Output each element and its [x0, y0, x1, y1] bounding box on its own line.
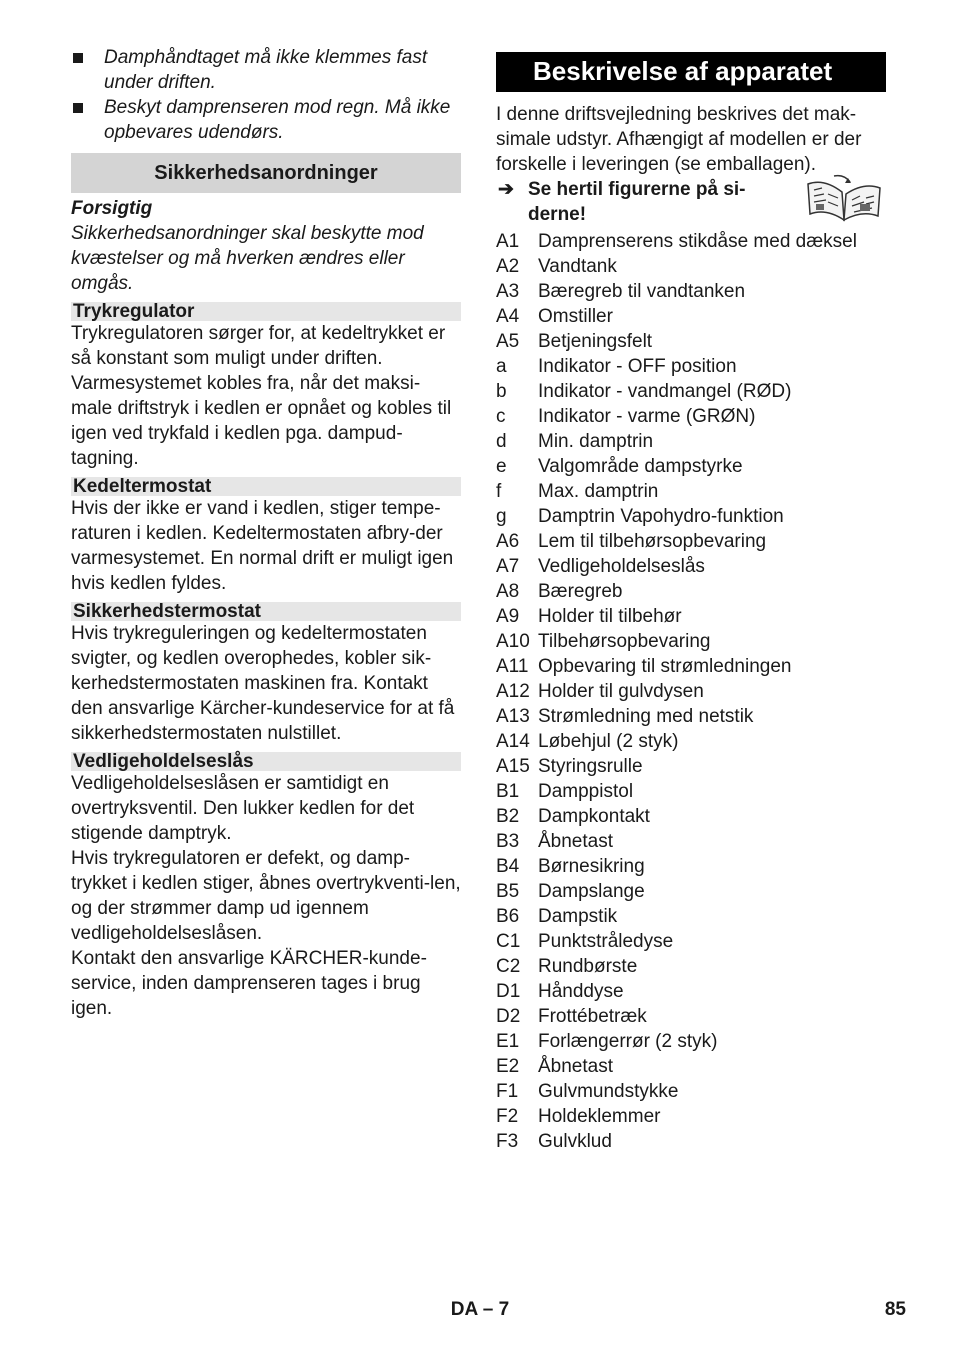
list-item	[496, 529, 886, 554]
item-text: Lem til tilbehørsopbevaring	[538, 531, 767, 552]
list-item	[496, 904, 886, 929]
item-code: A13	[496, 706, 530, 727]
list-item	[496, 229, 886, 254]
list-item	[496, 1104, 886, 1129]
book-icon	[804, 174, 884, 222]
item-text: Min. damptrin	[538, 431, 654, 452]
item-code: a	[496, 356, 507, 377]
item-code: A12	[496, 681, 530, 702]
footer-page-number: 85	[884, 1299, 906, 1320]
item-code: A9	[496, 606, 520, 627]
item-text: Damppistol	[538, 781, 634, 802]
list-item	[496, 1079, 886, 1104]
item-text: Valgområde dampstyrke	[538, 456, 743, 477]
list-item	[496, 929, 886, 954]
paragraph: Kontakt den ansvarlige KÄRCHER-kunde-service, inden damprenseren tages i brug igen.	[71, 948, 427, 1019]
item-text: Max. damptrin	[538, 481, 659, 502]
list-item	[496, 604, 886, 629]
item-text: Strømledning med netstik	[538, 706, 754, 727]
item-text: Omstiller	[538, 306, 613, 327]
item-text: Bæregreb	[538, 581, 623, 602]
item-code: d	[496, 431, 507, 452]
main-heading: Beskrivelse af apparatet	[496, 52, 886, 92]
section-title: Sikkerhedsanordninger	[71, 153, 461, 193]
item-text: Holder til tilbehør	[538, 606, 682, 627]
list-item	[496, 1029, 886, 1054]
paragraph: Hvis trykreguleringen og kedeltermostaten svigter, og kedlen overophedes, kobler sik-kerhedstermostaten maskinen fra. Kontakt den ansvarlige Kärcher-kundeservice for at få sikkerhedstermostaten nulstillet.	[71, 623, 455, 744]
right-column	[496, 52, 886, 1154]
item-code: A3	[496, 281, 520, 302]
list-item	[496, 1129, 886, 1154]
item-code: e	[496, 456, 507, 477]
list-item	[496, 254, 886, 279]
item-code: A1	[496, 231, 520, 252]
subsection-title-trykregulator: Trykregulator	[71, 302, 461, 321]
square-bullet-icon	[73, 103, 83, 113]
square-bullet-icon	[73, 53, 83, 63]
component-list	[496, 229, 886, 1154]
item-text: Åbnetast	[538, 1056, 613, 1077]
item-code: B1	[496, 781, 520, 802]
item-text: Vedligeholdelseslås	[538, 556, 705, 577]
list-item	[496, 979, 886, 1004]
item-text: Løbehjul (2 styk)	[538, 731, 679, 752]
paragraph: Trykregulatoren sørger for, at kedeltrykket er så konstant som muligt under driften. Varmesystemet kobles fra, når det maksi-male driftstryk i kedlen er opnået og kobles til igen ved trykfald i kedlen pga. dampud-tagning.	[71, 323, 452, 469]
item-text: Gulvklud	[538, 1131, 612, 1152]
item-code: D1	[496, 981, 521, 1002]
list-item	[496, 379, 886, 404]
item-code: D2	[496, 1006, 521, 1027]
list-item	[496, 504, 886, 529]
paragraph: Vedligeholdelseslåsen er samtidigt en overtryksventil. Den lukker kedlen for det stigende damptryk.	[71, 773, 415, 844]
item-code: F2	[496, 1106, 519, 1127]
list-item	[496, 1054, 886, 1079]
list-item	[496, 479, 886, 504]
list-item	[496, 754, 886, 779]
bullet-item	[71, 45, 461, 95]
item-code: A15	[496, 756, 530, 777]
list-item	[496, 354, 886, 379]
item-code: A6	[496, 531, 520, 552]
paragraph: Hvis trykregulatoren er defekt, og damp-trykket i kedlen stiger, åbnes overtrykventi-len, og der strømmer damp ud igennem vedligeholdelseslåsen.	[71, 848, 461, 944]
item-text: Dampkontakt	[538, 806, 650, 827]
item-text: Vandtank	[538, 256, 617, 277]
item-code: A10	[496, 631, 530, 652]
item-code: A2	[496, 256, 520, 277]
item-text: Børnesikring	[538, 856, 645, 877]
list-item	[496, 654, 886, 679]
item-code: C2	[496, 956, 521, 977]
list-item	[496, 854, 886, 879]
item-text: Punktstråledyse	[538, 931, 674, 952]
list-item	[496, 304, 886, 329]
list-item	[496, 729, 886, 754]
item-text: Åbnetast	[538, 831, 613, 852]
item-text: Betjeningsfelt	[538, 331, 653, 352]
list-item	[496, 554, 886, 579]
item-text: Opbevaring til strømledningen	[538, 656, 792, 677]
list-item	[496, 429, 886, 454]
item-text: Indikator - OFF position	[538, 356, 737, 377]
item-code: E1	[496, 1031, 520, 1052]
item-code: B5	[496, 881, 520, 902]
list-item	[496, 329, 886, 354]
item-text: Tilbehørsopbevaring	[538, 631, 711, 652]
item-text: Damptrin Vapohydro-funktion	[538, 506, 784, 527]
list-item	[496, 704, 886, 729]
item-text: Styringsrulle	[538, 756, 643, 777]
list-item	[496, 779, 886, 804]
item-code: A4	[496, 306, 520, 327]
list-item	[496, 629, 886, 654]
item-text: Forlængerrør (2 styk)	[538, 1031, 718, 1052]
list-item	[496, 404, 886, 429]
list-item	[496, 879, 886, 904]
item-code: b	[496, 381, 507, 402]
item-text: Indikator - varme (GRØN)	[538, 406, 756, 427]
item-code: F3	[496, 1131, 519, 1152]
item-text: Gulvmundstykke	[538, 1081, 679, 1102]
item-text: Indikator - vandmangel (RØD)	[538, 381, 792, 402]
item-text: Damprenserens stikdåse med dæksel	[538, 231, 857, 252]
item-code: E2	[496, 1056, 520, 1077]
subsection-title-kedeltermostat: Kedeltermostat	[71, 477, 461, 496]
see-figures-note	[496, 177, 778, 227]
list-item	[496, 1004, 886, 1029]
item-code: C1	[496, 931, 521, 952]
item-text: Bæregreb til vandtanken	[538, 281, 746, 302]
paragraph: Hvis der ikke er vand i kedlen, stiger tempe-raturen i kedlen. Kedeltermostaten afbry-der varmesystemet. En normal drift er muligt igen hvis kedlen fyldes.	[71, 498, 454, 594]
item-code: A8	[496, 581, 520, 602]
footer-section: DA – 7	[450, 1299, 510, 1320]
list-item	[496, 804, 886, 829]
see-figures-text: Se hertil figurerne på si-derne!	[528, 179, 746, 225]
item-text: Rundbørste	[538, 956, 638, 977]
list-item	[496, 454, 886, 479]
item-code: B3	[496, 831, 520, 852]
bullet-item	[71, 95, 461, 145]
item-code: A5	[496, 331, 520, 352]
intro-paragraph: I denne driftsvejledning beskrives det mak-simale udstyr. Afhængigt af modellen er der forskelle i leveringen (se emballagen).	[496, 104, 862, 175]
item-code: F1	[496, 1081, 519, 1102]
list-item	[496, 579, 886, 604]
item-code: f	[496, 481, 502, 502]
bullet-text: Damphåndtaget må ikke klemmes fast under driften.	[104, 47, 428, 93]
item-code: g	[496, 506, 507, 527]
list-item	[496, 829, 886, 854]
item-text: Frottébetræk	[538, 1006, 647, 1027]
left-column	[71, 45, 461, 1021]
item-text: Hånddyse	[538, 981, 624, 1002]
item-code: B4	[496, 856, 520, 877]
list-item	[496, 954, 886, 979]
item-code: A11	[496, 656, 529, 677]
item-text: Holdeklemmer	[538, 1106, 661, 1127]
list-item	[496, 679, 886, 704]
subsection-title-vedligeholdelseslaas: Vedligeholdelseslås	[71, 752, 461, 771]
item-code: A7	[496, 556, 520, 577]
item-text: Dampstik	[538, 906, 618, 927]
item-code: B2	[496, 806, 520, 827]
list-item	[496, 279, 886, 304]
subsection-title-sikkerhedstermostat: Sikkerhedstermostat	[71, 602, 461, 621]
item-text: Dampslange	[538, 881, 645, 902]
item-text: Holder til gulvdysen	[538, 681, 704, 702]
item-code: A14	[496, 731, 530, 752]
item-code: c	[496, 406, 506, 427]
caution-title: Forsigtig	[71, 198, 153, 219]
caution-text: Sikkerhedsanordninger skal beskytte mod kvæstelser og må hverken ændres eller omgås.	[71, 223, 424, 294]
bullet-text: Beskyt damprenseren mod regn. Må ikke opbevares udendørs.	[104, 97, 451, 143]
arrow-right-icon: ➔	[498, 179, 514, 200]
item-code: B6	[496, 906, 520, 927]
